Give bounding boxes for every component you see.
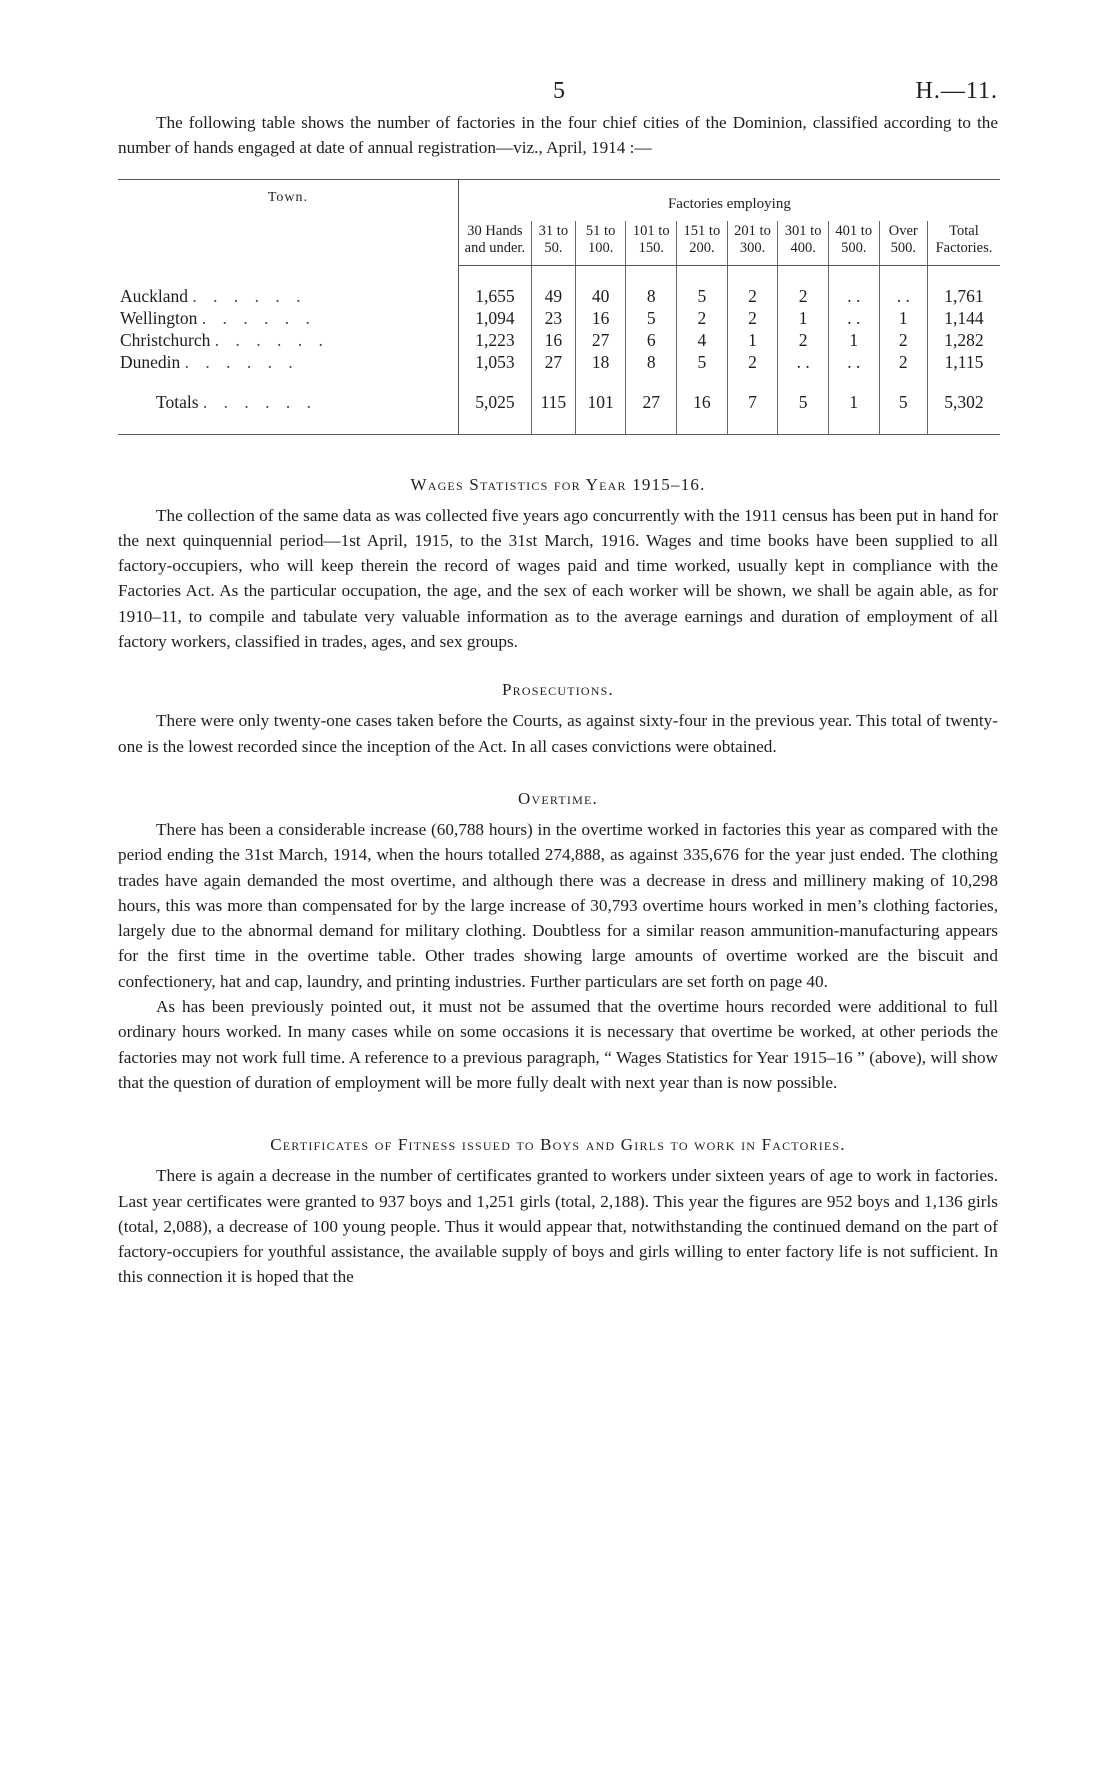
table-cell: 2 bbox=[727, 265, 778, 308]
totals-label-cell: Totals . . . . . . bbox=[118, 374, 458, 435]
column-header: 31 to 50. bbox=[531, 221, 575, 266]
column-header: Total Factories. bbox=[927, 221, 1000, 266]
table-cell: 115 bbox=[531, 374, 575, 435]
table-cell: 2 bbox=[778, 330, 829, 352]
overtime-paragraph-1: There has been a considerable increase (60,788 hours) in the overtime worked in factories this year as compared with the period ending the 31st March, 1914, when the hours totalled 274,888, as against 335,676 for the year just ended. The clothing trades have again demanded the most overtime, and although there was a decrease in dress and millinery making of 10,298 hours, this was more than compensated for by the large increase of 30,793 overtime hours worked in men’s clothing factories, largely due to the abnormal demand for military clothing. Doubtless for a similar reason ammunition-manufacturing appears for the first time in the overtime table. Other trades showing large amounts of overtime worked are the biscuit and confectionery, hat and cap, laundry, and printing industries. Further particulars are set forth on page 40. bbox=[118, 819, 998, 991]
table-cell: 1 bbox=[828, 374, 879, 435]
table-cell: 4 bbox=[677, 330, 728, 352]
page-number: 5 bbox=[553, 78, 565, 104]
column-header: 401 to 500. bbox=[828, 221, 879, 266]
table-cell: 1 bbox=[879, 308, 927, 330]
table-cell: 27 bbox=[626, 374, 677, 435]
town-cell: Wellington . . . . . . bbox=[118, 308, 458, 330]
town-cell: Auckland . . . . . . bbox=[118, 265, 458, 308]
column-header: 51 to 100. bbox=[575, 221, 626, 266]
factories-by-hands-table bbox=[118, 179, 1000, 435]
table-cell: 1,655 bbox=[458, 265, 531, 308]
table-cell: 2 bbox=[879, 330, 927, 352]
wages-statistics-heading: Wages Statistics for Year 1915–16. bbox=[410, 474, 706, 494]
table-cell: 1,282 bbox=[944, 330, 984, 351]
table-cell: 16 bbox=[677, 374, 728, 435]
certificates-heading: Certificates of Fitness issued to Boys and Girls to work in Factories. bbox=[270, 1135, 846, 1155]
column-header: 30 Hands and under. bbox=[458, 221, 531, 266]
table-row bbox=[118, 308, 1000, 330]
prosecutions-paragraph: There were only twenty-one cases taken before the Courts, as against sixty-four in the previous year. This total of twenty-one is the lowest recorded since the inception of the Act. In all cases convictions were obtained. bbox=[118, 711, 998, 756]
table-cell: 1,144 bbox=[944, 308, 984, 329]
column-header: 201 to 300. bbox=[727, 221, 778, 266]
certificates-paragraph: There is again a decrease in the number of certificates granted to workers under sixteen years of age to work in factories. Last year certificates were granted to 937 boys and 1,251 girls (total, 2,188). This year the figures are 952 boys and 1,136 girls (total, 2,088), a decrease of 100 young people. Thus it would appear that, notwithstanding the continued demand on the part of factory-occupiers for youthful assistance, the available supply of boys and girls willing to enter factory life is not sufficient. In this connection it is hoped that the bbox=[118, 1166, 998, 1287]
prosecutions-heading: Prosecutions. bbox=[502, 680, 614, 700]
table-cell: 18 bbox=[575, 352, 626, 374]
totals-row bbox=[118, 374, 1000, 435]
running-head bbox=[118, 70, 998, 110]
overtime-heading: Overtime. bbox=[518, 788, 598, 808]
table-cell: . . bbox=[879, 265, 927, 308]
table-cell: 101 bbox=[575, 374, 626, 435]
table-cell: 5 bbox=[879, 374, 927, 435]
column-header: 301 to 400. bbox=[778, 221, 829, 266]
table-cell: 8 bbox=[626, 352, 677, 374]
table-cell: 16 bbox=[575, 308, 626, 330]
table-cell: 7 bbox=[727, 374, 778, 435]
table-cell: 5 bbox=[677, 265, 728, 308]
overtime-paragraph-2: As has been previously pointed out, it must not be assumed that the overtime hours recorded were additional to full ordinary hours worked. In many cases while on some occasions it is necessary that overtime be worked, at other periods the factories may not work full time. A reference to a previous paragraph, “ Wages Statistics for Year 1915–16 ” (above), will show that the question of duration of employment will be more fully dealt with next year than is now possible. bbox=[118, 997, 998, 1092]
table-cell: 27 bbox=[575, 330, 626, 352]
wages-statistics-paragraph: The collection of the same data as was collected five years ago concurrently with the 1911 census has been put in hand for the next quinquennial period—1st April, 1915, to the 31st March, 1916. Wages and time books have been supplied to all factory-occupiers, who will keep therein the record of wages paid and time worked, usually kept in compliance with the Factories Act. As the particular occupation, the age, and the sex of each worker will be shown, we shall be again able, as for 1910–11, to compile and tabulate very valuable information as to the average earnings and duration of employment of all factory workers, classified in trades, ages, and sex groups. bbox=[118, 505, 998, 652]
town-cell: Christchurch . . . . . . bbox=[118, 330, 458, 352]
table-cell: 5 bbox=[626, 308, 677, 330]
table-cell: 1,053 bbox=[458, 352, 531, 374]
table-cell: . . bbox=[778, 352, 829, 374]
table-cell: 5 bbox=[778, 374, 829, 435]
document-code: H.—11. bbox=[915, 78, 998, 104]
table-cell: 5 bbox=[677, 352, 728, 374]
factories-employing-header: Factories employing bbox=[667, 196, 791, 213]
table-cell: 1,761 bbox=[944, 286, 984, 307]
table-cell: 5,025 bbox=[458, 374, 531, 435]
table-cell: 2 bbox=[677, 308, 728, 330]
table-cell: . . bbox=[828, 352, 879, 374]
table-cell: 1,223 bbox=[458, 330, 531, 352]
column-header: Over 500. bbox=[879, 221, 927, 266]
table-cell: 1 bbox=[828, 330, 879, 352]
table-cell: 16 bbox=[531, 330, 575, 352]
town-cell: Dunedin . . . . . . bbox=[118, 352, 458, 374]
table-cell: 2 bbox=[778, 265, 829, 308]
table-cell: . . bbox=[828, 308, 879, 330]
table-cell: 40 bbox=[575, 265, 626, 308]
table-cell: 27 bbox=[531, 352, 575, 374]
table-cell: 5,302 bbox=[944, 392, 984, 413]
table-cell: . . bbox=[828, 265, 879, 308]
table-cell: 23 bbox=[531, 308, 575, 330]
table-cell: 49 bbox=[531, 265, 575, 308]
column-header: 151 to 200. bbox=[677, 221, 728, 266]
table-row bbox=[118, 352, 1000, 374]
document-page bbox=[118, 70, 998, 1290]
table-cell: 2 bbox=[727, 308, 778, 330]
table-cell: 8 bbox=[626, 265, 677, 308]
table-cell: 1,094 bbox=[458, 308, 531, 330]
table-row bbox=[118, 330, 1000, 352]
column-header: 101 to 150. bbox=[626, 221, 677, 266]
table-cell: 2 bbox=[879, 352, 927, 374]
table-cell: 1,115 bbox=[944, 352, 984, 373]
table-cell: 1 bbox=[727, 330, 778, 352]
town-column-header: Town. bbox=[118, 179, 458, 265]
table-cell: 2 bbox=[727, 352, 778, 374]
table-cell: 1 bbox=[778, 308, 829, 330]
table-cell: 6 bbox=[626, 330, 677, 352]
table-row bbox=[118, 265, 1000, 308]
intro-paragraph: The following table shows the number of factories in the four chief cities of the Dominion, classified according to the number of hands engaged at date of annual registration—viz., April, 1914 :— bbox=[118, 113, 998, 158]
